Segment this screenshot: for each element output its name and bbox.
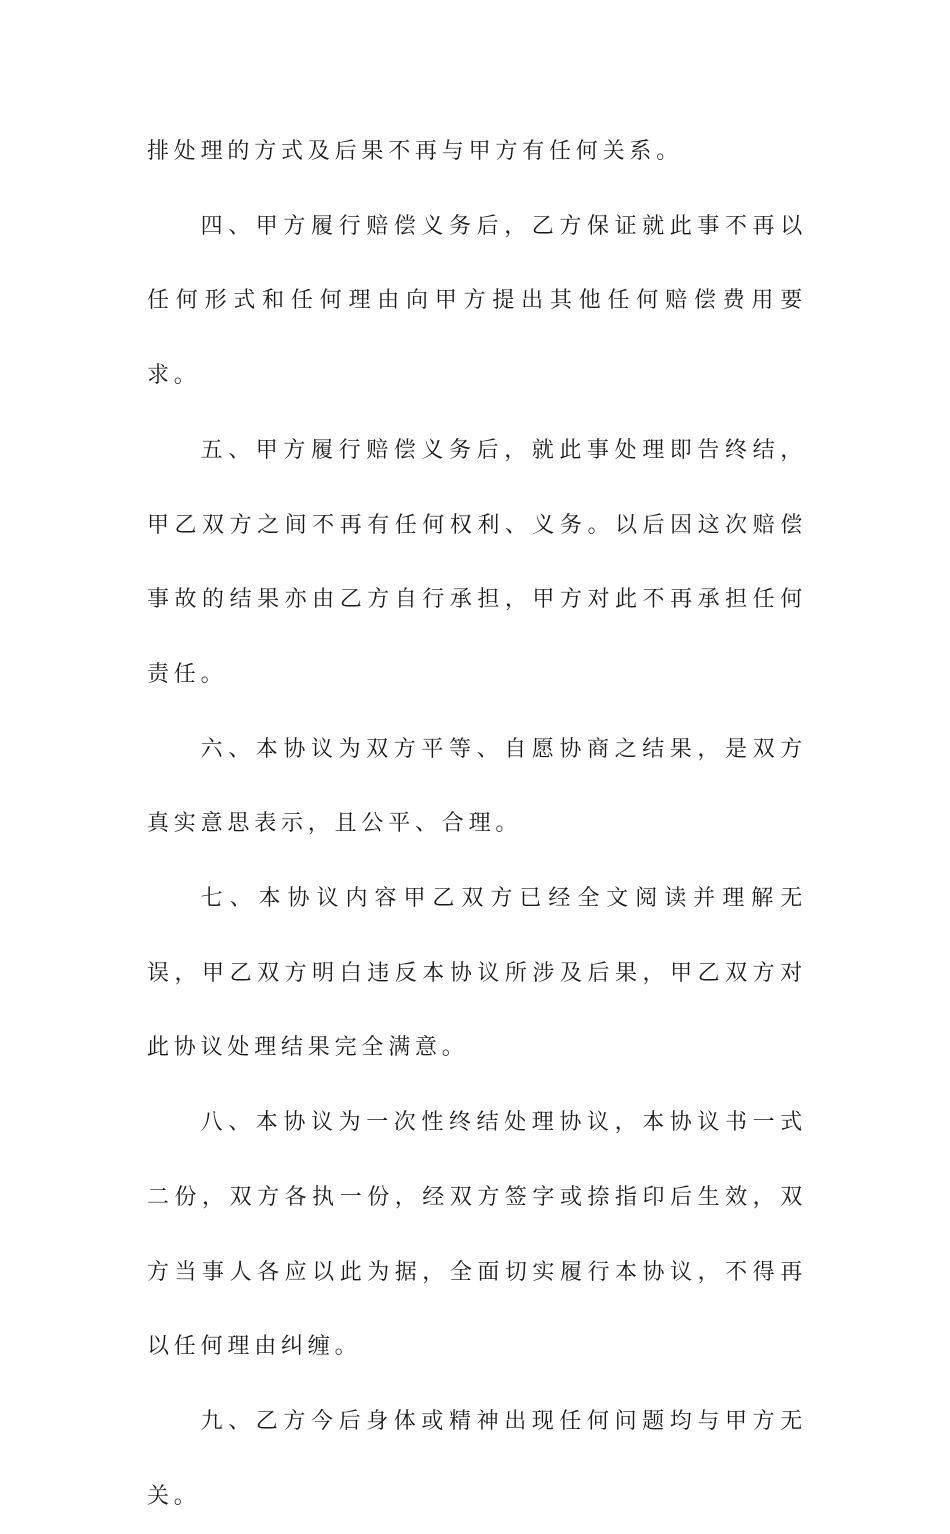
clause-seven: 七、本协议内容甲乙双方已经全文阅读并理解无误，甲乙双方明白违反本协议所涉及后果，甲乙双方对此协议处理结果完全满意。	[147, 886, 807, 1061]
paragraph-continuation: 排处理的方式及后果不再与甲方有任何关系。	[147, 139, 684, 164]
clause-nine: 九、乙方今后身体或精神出现任何问题均与甲方无关。	[147, 1408, 807, 1509]
document-body	[147, 115, 807, 1534]
clause-eight: 八、本协议为一次性终结处理协议，本协议书一式二份，双方各执一份，经双方签字或捺指印后生效，双方当事人各应以此为据，全面切实履行本协议，不得再以任何理由纠缠。	[147, 1110, 807, 1360]
clause-four: 四、甲方履行赔偿义务后，乙方保证就此事不再以任何形式和任何理由向甲方提出其他任何赔偿费用要求。	[147, 213, 807, 389]
clause-six: 六、本协议为双方平等、自愿协商之结果，是双方真实意思表示，且公平、合理。	[147, 736, 807, 837]
clause-five: 五、甲方履行赔偿义务后，就此事处理即告终结，甲乙双方之间不再有任何权利、义务。以后因这次赔偿事故的结果亦由乙方自行承担，甲方对此不再承担任何责任。	[147, 437, 807, 687]
